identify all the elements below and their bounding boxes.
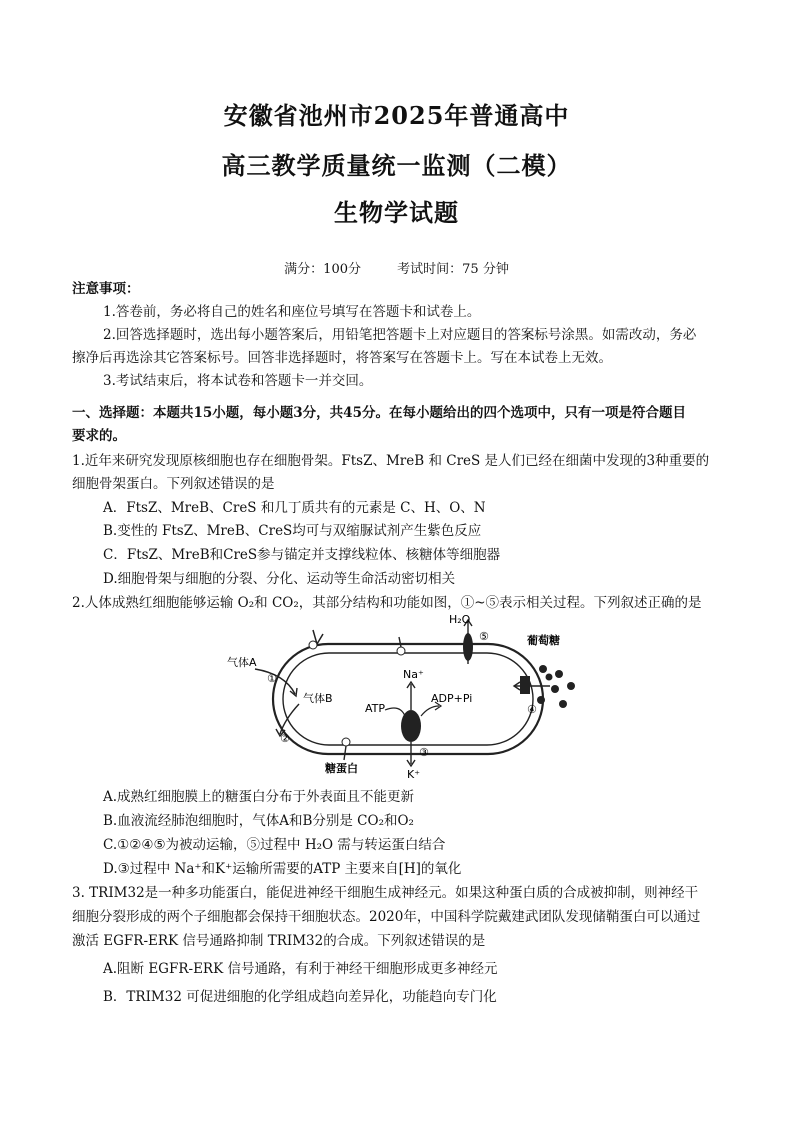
section-heading-a: 一、选择题：本题共15小题，每小题3分，共45分。在每小题给出的四个选项中，只有一项是符合题目 xyxy=(72,405,686,421)
glycoprotein-bottom xyxy=(344,746,346,760)
exam-title-line1: 安徽省池州市2025年普通高中 xyxy=(223,101,570,130)
label-4: ④ xyxy=(527,703,537,716)
notice-item-2b: 擦净后再选涂其它答案标号。回答非选择题时，将答案写在答题卡上。写在本试卷上无效。 xyxy=(72,350,612,366)
notice-item-2a: 2.回答选择题时，选出每小题答案后，用铅笔把答题卡上对应题目的答案标号涂黑。如需改动，务必 xyxy=(103,327,697,343)
protein-top-2 xyxy=(397,647,405,655)
q2-option-c: C.①②④⑤为被动运输，⑤过程中 H₂O 需与转运蛋白结合 xyxy=(103,837,446,853)
q3-option-a: A.阻断 EGFR-ERK 信号通路，有利于神经干细胞形成更多神经元 xyxy=(103,961,498,977)
q3-stem-a: 3. TRIM32是一种多功能蛋白，能促进神经干细胞生成神经元。如果这种蛋白质的合成被抑制，则神经干 xyxy=(72,885,699,901)
notice-heading: 注意事项： xyxy=(72,281,140,297)
label-glycoprotein: 糖蛋白 xyxy=(325,762,358,775)
q1-option-a: A．FtsZ、MreB、CreS 和几丁质共有的元素是 C、H、O、N xyxy=(103,500,486,516)
notice-item-3: 3.考试结束后，将本试卷和答题卡一并交回。 xyxy=(103,373,373,389)
q3-stem-c: 激活 EGFR-ERK 信号通路抑制 TRIM32的合成。下列叙述错误的是 xyxy=(72,933,486,949)
q1-option-d: D.细胞骨架与细胞的分裂、分化、运动等生命活动密切相关 xyxy=(103,571,456,587)
score-text: 满分：100分 xyxy=(284,262,361,277)
label-h2o: H₂O xyxy=(449,614,471,626)
label-2: ② xyxy=(280,732,290,745)
exam-title-line2: 高三教学质量统一监测（二模） xyxy=(221,151,572,180)
q1-stem-b: 细胞骨架蛋白。下列叙述错误的是 xyxy=(72,476,275,492)
label-1: ① xyxy=(267,672,277,685)
protein-top-1 xyxy=(309,641,317,649)
label-5: ⑤ xyxy=(479,630,489,643)
label-glucose: 葡萄糖 xyxy=(527,634,560,647)
notice-item-1: 1.答卷前，务必将自己的姓名和座位号填写在答题卡和试卷上。 xyxy=(103,304,481,320)
section-heading-b: 要求的。 xyxy=(72,428,126,444)
exam-meta xyxy=(0,258,793,277)
label-adp: ADP+Pi xyxy=(431,692,473,705)
label-3: ③ xyxy=(419,746,429,759)
atp-arrow xyxy=(385,708,405,716)
time-text: 考试时间：75 分钟 xyxy=(397,262,509,277)
glycoprotein-top-2 xyxy=(399,637,401,647)
q1-option-b: B.变性的 FtsZ、MreB、CreS均可与双缩脲试剂产生紫色反应 xyxy=(103,523,482,539)
adp-arrow xyxy=(421,706,439,716)
q2-stem: 2.人体成熟红细胞能够运输 O₂和 CO₂，其部分结构和功能如图，①~⑤表示相关过程。下列叙述正确的是 xyxy=(72,595,702,611)
q3-option-b: B．TRIM32 可促进细胞的化学组成趋向差异化，功能趋向专门化 xyxy=(103,989,497,1005)
label-gas-a: 气体A xyxy=(227,656,257,669)
q3-stem-b: 细胞分裂形成的两个子细胞都会保持干细胞状态。2020年，中国科学院戴建武团队发现储鞘蛋白可以通过 xyxy=(72,909,701,925)
label-na: Na⁺ xyxy=(403,668,424,681)
q1-option-c: C．FtsZ、MreB和CreS参与锚定并支撑线粒体、核糖体等细胞器 xyxy=(103,547,501,563)
q2-option-a: A.成熟红细胞膜上的糖蛋白分布于外表面且不能更新 xyxy=(103,789,415,805)
q1-stem-a: 1.近年来研究发现原核细胞也存在细胞骨架。FtsZ、MreB 和 CreS 是人们已经在细菌中发现的3种重要的 xyxy=(72,453,710,469)
label-gas-b: 气体B xyxy=(303,692,333,705)
glucose-transporter xyxy=(520,676,530,694)
q2-option-b: B.血液流经肺泡细胞时，气体A和B分别是 CO₂和O₂ xyxy=(103,813,414,829)
red-blood-cell-diagram xyxy=(225,614,585,784)
q2-option-d: D.③过程中 Na⁺和K⁺运输所需要的ATP 主要来自[H]的氧化 xyxy=(103,861,462,877)
protein-bottom xyxy=(342,738,350,746)
exam-subject-title: 生物学试题 xyxy=(334,198,459,227)
label-k: K⁺ xyxy=(407,768,421,781)
label-atp: ATP xyxy=(365,702,386,715)
